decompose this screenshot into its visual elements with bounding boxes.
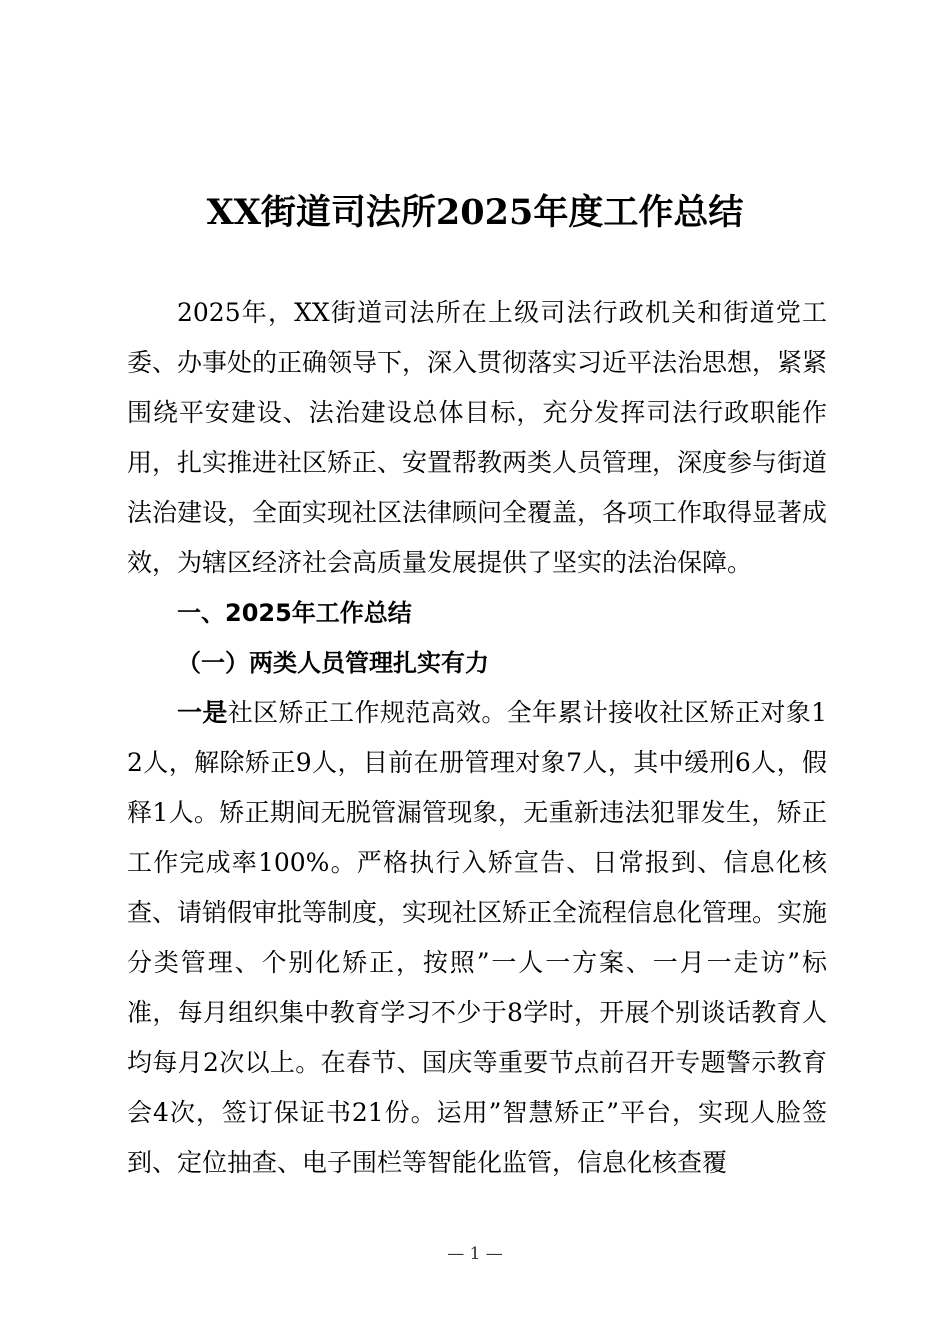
subsection-heading: （一）两类人员管理扎实有力 (177, 648, 489, 677)
page-number: — 1 — (447, 1244, 503, 1264)
document-title: XX街道司法所2025年度工作总结 (206, 192, 744, 233)
paragraph-body: 社区矫正工作规范高效。全年累计接收社区矫正对象12人，解除矫正9人，目前在册管理对象7人，其中缓刑6人，假释1人。矫正期间无脱管漏管现象，无重新违法犯罪发生，矫正工作完成率100%。严格执行入矫宣告、日常报到、信息化核查、请销假审批等制度，实现社区矫正全流程信息化管理。实施分类管理、个别化矫正，按照”一人一方案、一月一走访”标准，每月组织集中教育学习不少于8学时，开展个别谈话教育人均每月2次以上。在春节、国庆等重要节点前召开专题警示教育会4次，签订保证书21份。运用”智慧矫正”平台，实现人脸签到、定位抽查、电子围栏等智能化监管，信息化核查覆 (127, 698, 828, 1177)
paragraph-lead: 一是 (177, 698, 228, 727)
section-heading: 一、2025年工作总结 (177, 599, 412, 627)
document-body (127, 288, 827, 1188)
intro-paragraph: 2025年，XX街道司法所在上级司法行政机关和街道党工委、办事处的正确领导下，深入贯彻落实习近平法治思想，紧紧围绕平安建设、法治建设总体目标，充分发挥司法行政职能作用，扎实推进社区矫正、安置帮教两类人员管理，深度参与街道法治建设，全面实现社区法律顾问全覆盖，各项工作取得显著成效，为辖区经济社会高质量发展提供了坚实的法治保障。 (127, 298, 828, 577)
body-paragraph (127, 688, 827, 1188)
